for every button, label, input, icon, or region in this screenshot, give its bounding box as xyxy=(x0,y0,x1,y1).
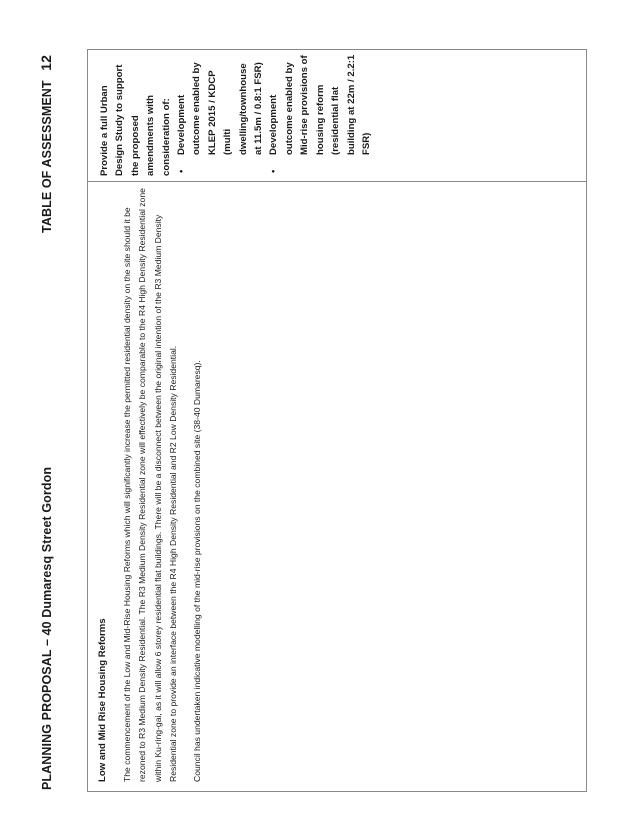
paragraph-reforms: The commencement of the Low and Mid-Rise Housing Reforms which will significantly increase the permitted residential density on the site should it be rezoned to R3 Medium Density Residential. The R3 Medium Density Residential zone will effectively be comparable to the R4 High Density Residential zone within Ku-ring-gai, as it will allow 6 storey residential flat buildings. There will be a disconnect between the original intention of the R3 Medium Density Residential zone to provide an interface between the R4 High Density Residential and R2 Low Density Residential. xyxy=(122,188,178,782)
section-heading: Low and Mid Rise Housing Reforms xyxy=(97,618,108,782)
recommendation-column xyxy=(88,50,586,181)
document-title: PLANNING PROPOSAL – 40 Dumaresq Street Gordon xyxy=(40,466,54,790)
list-item: • Development outcome enabled by Mid-rise provisions of housing reform (residential flat building at 22m / 2.2:1 FSR) xyxy=(266,54,374,176)
page-number: 12 xyxy=(38,55,54,71)
section-label: TABLE OF ASSESSMENT xyxy=(40,80,54,233)
assessment-column xyxy=(88,181,586,791)
list-item: • Development outcome enabled by KLEP 2015 / KDCP (multi dwelling/townhouse at 11.5m / 0.8:1 FSR) xyxy=(174,54,266,176)
assessment-table xyxy=(87,49,587,792)
recommendation-list xyxy=(174,54,374,176)
page-header-right xyxy=(38,55,54,233)
paragraph-modelling: Council has undertaken indicative modelling of the mid-rise provisions on the combined site (38-40 Dumaresq). xyxy=(192,360,203,782)
recommendation-intro: Provide a full Urban Design Study to support the proposed amendments with consideration of: xyxy=(99,64,172,176)
